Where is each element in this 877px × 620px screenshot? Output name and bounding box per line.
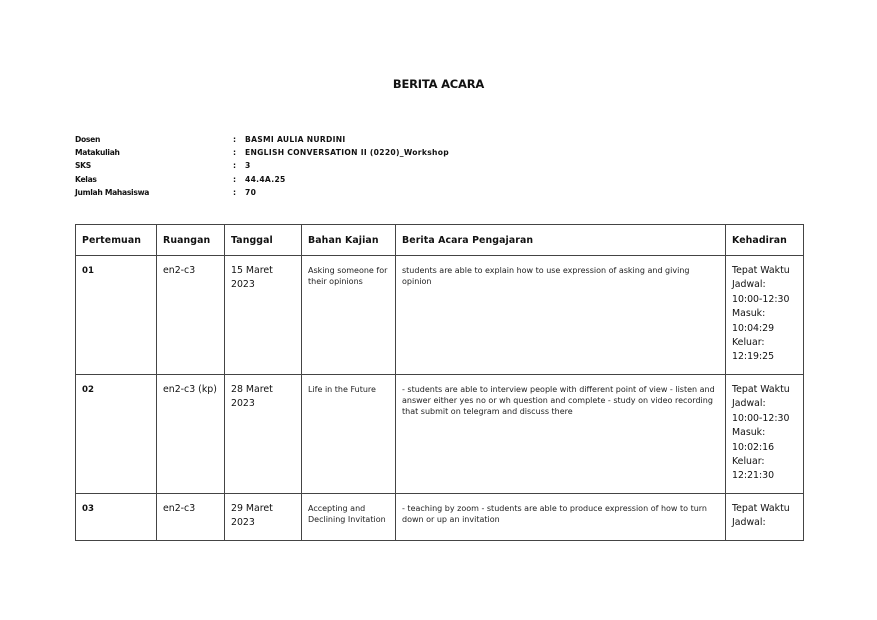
- info-row-kelas: [75, 173, 449, 186]
- kehadiran-line: Jadwal:: [732, 279, 766, 291]
- cell-bahan-kajian: Accepting and Declining Invitation: [302, 494, 396, 541]
- page-title: BERITA ACARA: [392, 77, 485, 91]
- cell-ruangan: en2-c3: [157, 494, 225, 541]
- header-berita-acara: Berita Acara Pengajaran: [396, 225, 726, 256]
- info-value: 44.4A.25: [245, 174, 286, 184]
- kehadiran-line: Tepat Waktu: [732, 265, 790, 276]
- info-separator: :: [233, 148, 237, 158]
- kehadiran-line: Masuk:: [732, 427, 766, 439]
- kehadiran-line: Keluar:: [732, 337, 765, 349]
- info-row-dosen: [75, 133, 449, 146]
- cell-kehadiran: [726, 494, 804, 541]
- info-row-sks: [75, 159, 449, 172]
- cell-bahan-kajian: Life in the Future: [302, 375, 396, 494]
- kehadiran-line: 10:00-12:30: [732, 293, 790, 305]
- header-kehadiran: Kehadiran: [726, 225, 804, 256]
- cell-pertemuan: 01: [76, 256, 157, 375]
- info-separator: :: [233, 135, 237, 144]
- cell-ruangan: en2-c3: [157, 256, 225, 375]
- cell-pertemuan: 03: [76, 494, 157, 541]
- table-row: [76, 375, 804, 494]
- cell-berita-acara: - teaching by zoom - students are able to produce expression of how to turn down or up an invitation: [396, 494, 726, 541]
- info-label: Jumlah Mahasiswa: [75, 187, 150, 197]
- cell-berita-acara: students are able to explain how to use expression of asking and giving opinion: [396, 256, 726, 375]
- info-value: BASMI AULIA NURDINI: [245, 135, 346, 144]
- kehadiran-line: Jadwal:: [732, 517, 766, 529]
- kehadiran-line: 12:21:30: [732, 470, 775, 482]
- cell-ruangan: en2-c3 (kp): [157, 375, 225, 494]
- info-row-jumlah-mahasiswa: [75, 186, 449, 199]
- info-separator: :: [233, 161, 237, 171]
- cell-tanggal: 29 Maret 2023: [225, 494, 302, 541]
- header-ruangan: Ruangan: [157, 225, 225, 256]
- cell-berita-acara: - students are able to interview people with different point of view - listen and answer either yes no or wh question and complete - study on video recording that submit on telegram and discuss there: [396, 375, 726, 494]
- kehadiran-line: Tepat Waktu: [732, 384, 790, 395]
- kehadiran-line: 12:19:25: [732, 351, 775, 363]
- header-bahan-kajian: Bahan Kajian: [302, 225, 396, 256]
- kehadiran-line: Masuk:: [732, 308, 766, 320]
- kehadiran-line: Tepat Waktu: [732, 503, 790, 514]
- cell-bahan-kajian: Asking someone for their opinions: [302, 256, 396, 375]
- cell-kehadiran: [726, 256, 804, 375]
- cell-tanggal: 15 Maret 2023: [225, 256, 302, 375]
- info-separator: :: [233, 174, 237, 184]
- table-header-row: [76, 225, 804, 256]
- header-pertemuan: Pertemuan: [76, 225, 157, 256]
- info-value: ENGLISH CONVERSATION II (0220)_Workshop: [245, 148, 449, 158]
- info-label: SKS: [75, 161, 91, 171]
- info-label: Matakuliah: [75, 148, 120, 158]
- kehadiran-line: Jadwal:: [732, 398, 766, 410]
- info-row-matakuliah: [75, 146, 449, 159]
- cell-tanggal: 28 Maret 2023: [225, 375, 302, 494]
- kehadiran-line: 10:02:16: [732, 441, 775, 453]
- info-label: Dosen: [75, 135, 101, 144]
- cell-kehadiran: [726, 375, 804, 494]
- info-value: 3: [245, 161, 251, 171]
- table-row: [76, 256, 804, 375]
- table-row: [76, 494, 804, 541]
- attendance-table: [75, 224, 804, 541]
- info-block: [75, 133, 449, 199]
- info-value: 70: [245, 187, 257, 197]
- info-label: Kelas: [75, 174, 97, 184]
- cell-pertemuan: 02: [76, 375, 157, 494]
- kehadiran-line: 10:00-12:30: [732, 412, 790, 424]
- kehadiran-line: Keluar:: [732, 456, 765, 468]
- kehadiran-line: 10:04:29: [732, 322, 775, 334]
- header-tanggal: Tanggal: [225, 225, 302, 256]
- info-separator: :: [233, 187, 237, 197]
